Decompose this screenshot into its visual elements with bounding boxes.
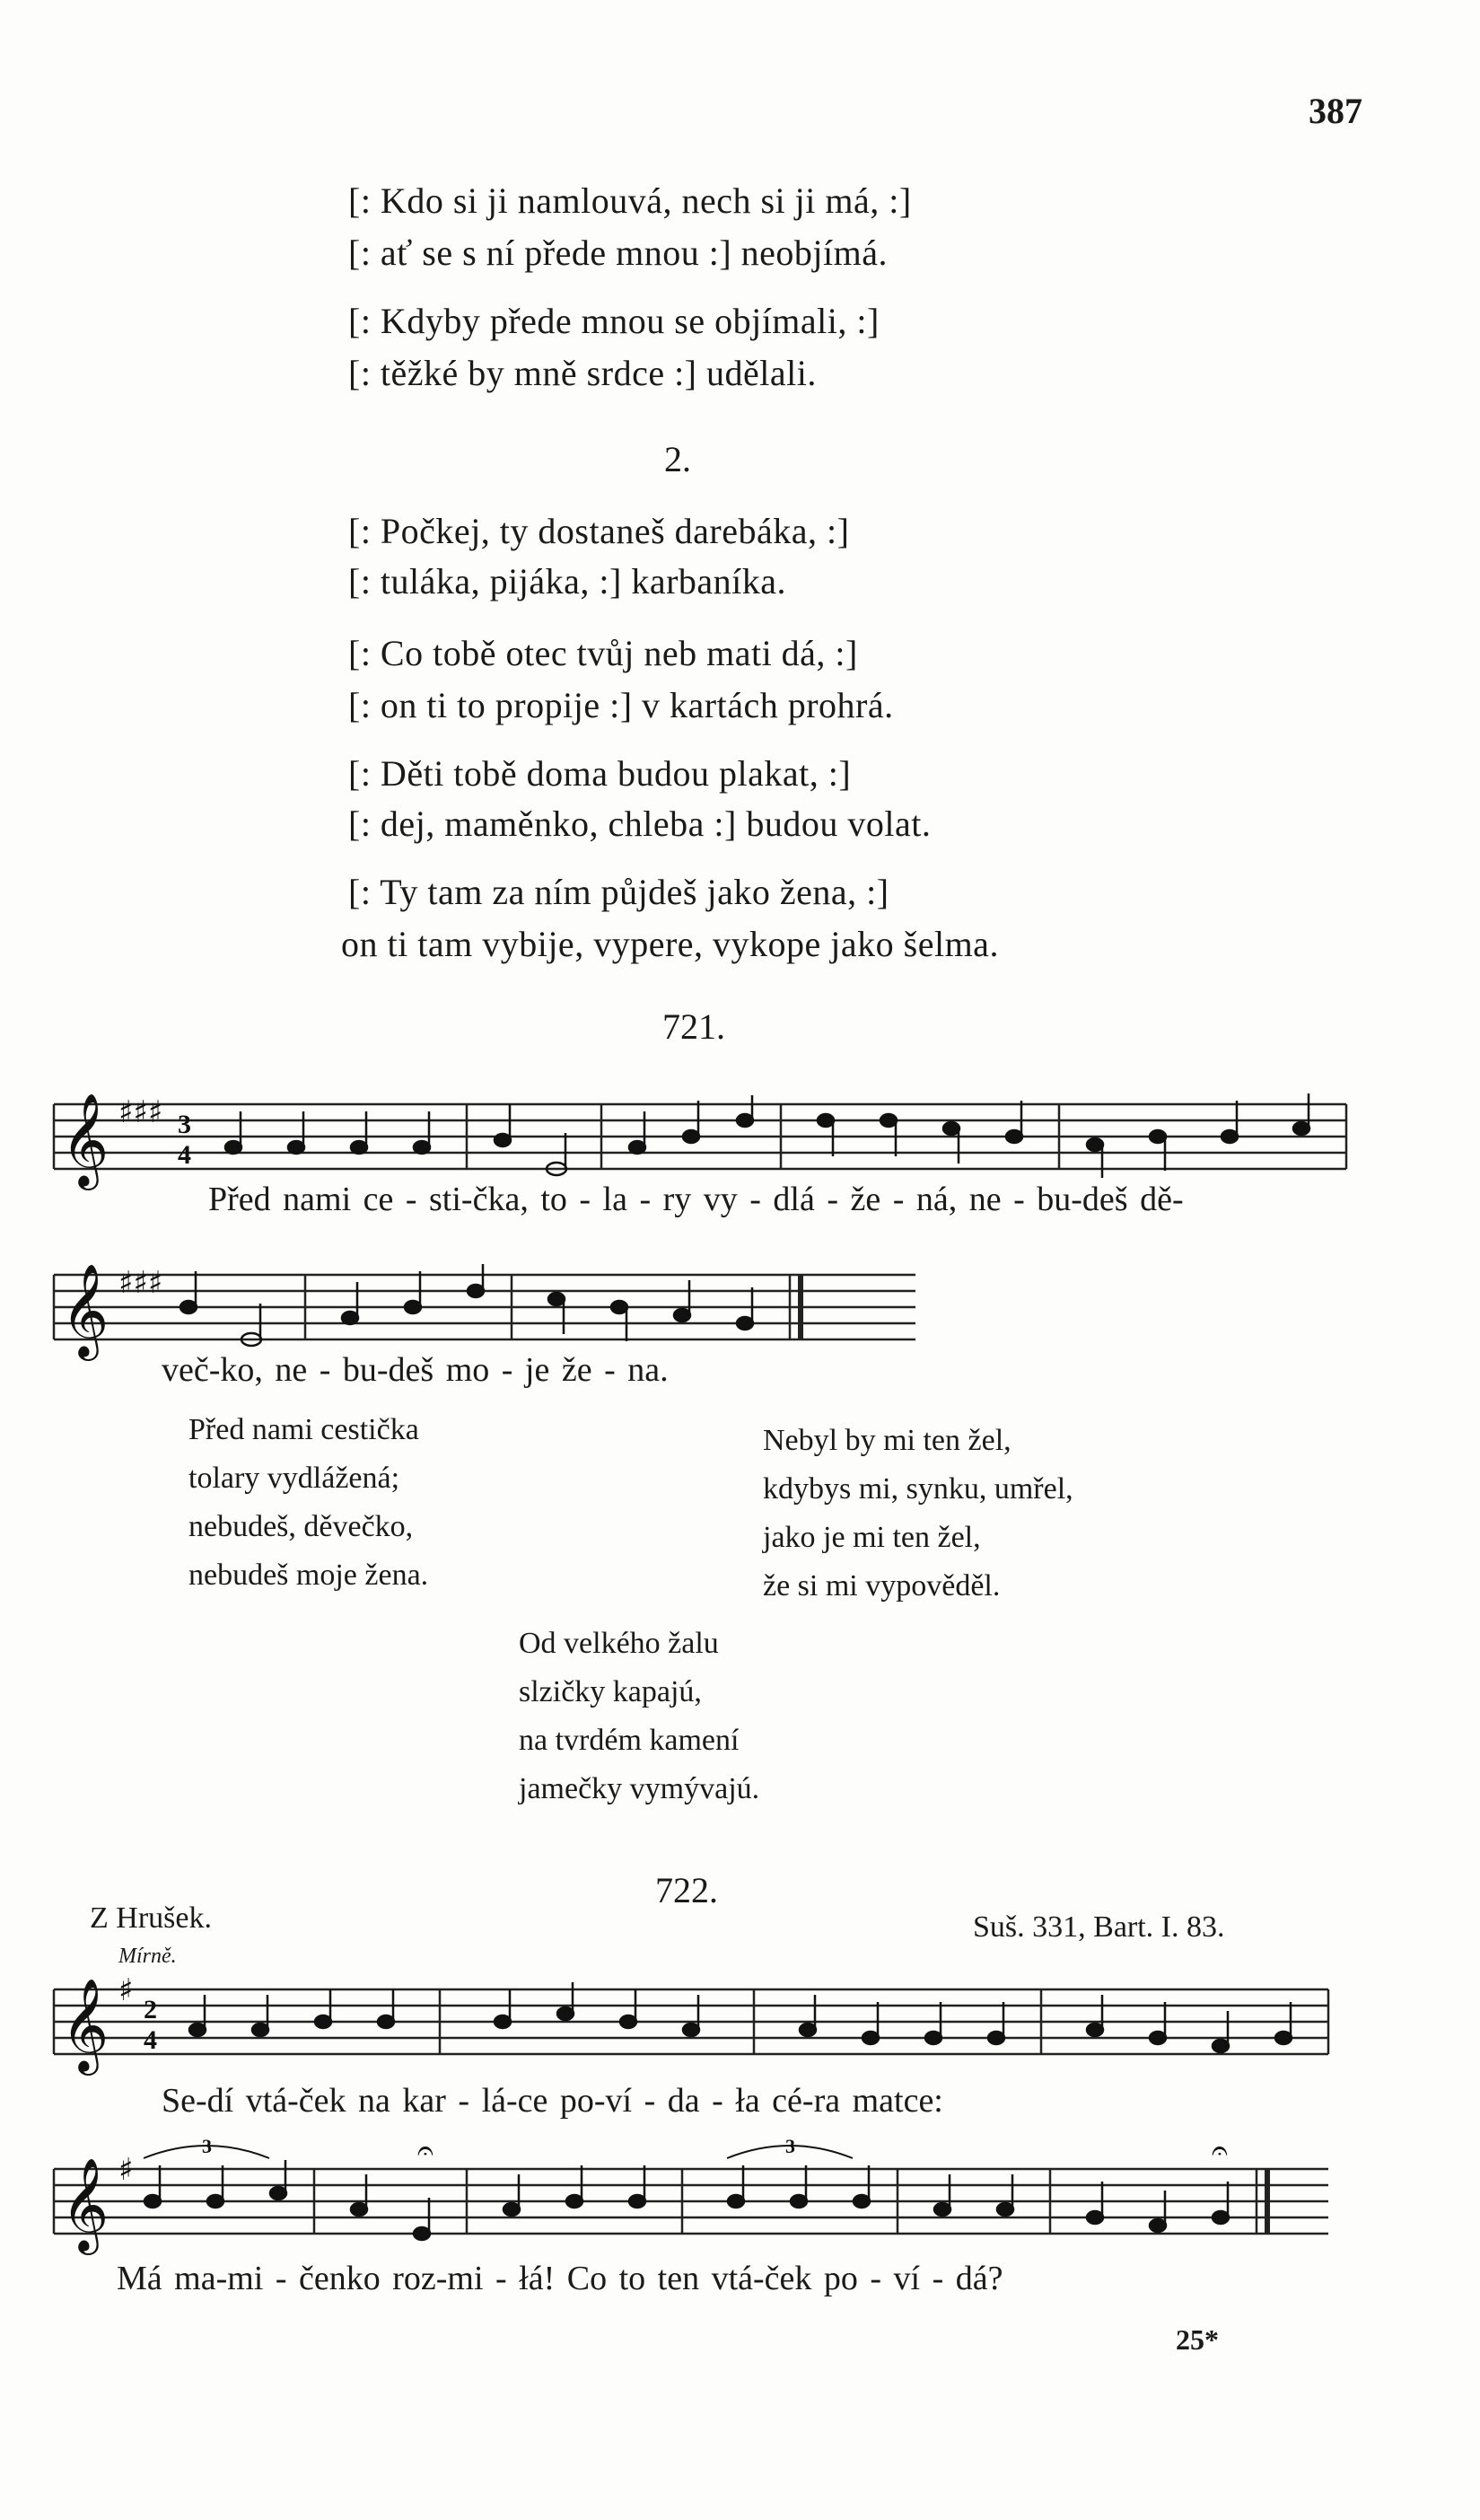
song-number: 721. (662, 1006, 725, 1047)
verse-line: [: ať se s ní přede mnou :] neobjímá. (348, 233, 888, 273)
svg-text:4: 4 (178, 1140, 191, 1170)
verse-line: kdybys mi, synku, umřel, (763, 1472, 1073, 1506)
verse-line: jako je mi ten žel, (763, 1521, 981, 1554)
treble-clef-icon: 𝄞 (61, 1263, 109, 1357)
tempo-marking: Mírně. (118, 1945, 177, 1968)
verse-line: nebudeš, děvečko, (188, 1510, 414, 1543)
lyrics-line: Se-dí vtá-ček na kar - lá-ce po-ví - da - ła cé-ra matce: (162, 2082, 943, 2120)
verse-line: Nebyl by mi ten žel, (763, 1424, 1011, 1457)
fermata-icon: 𝄐 (417, 2133, 433, 2167)
song-number: 722. (655, 1870, 718, 1910)
verse-line: [: Co tobě otec tvůj neb mati dá, :] (348, 633, 858, 673)
lyrics-line: Má ma-mi - čenko roz-mi - łá! Co to ten vtá-ček po - ví - dá? (117, 2260, 1003, 2297)
verse-line: nebudeš moje žena. (188, 1559, 429, 1592)
verse-line: tolary vydlážená; (188, 1462, 400, 1495)
verse-line: Před nami cestička (188, 1413, 419, 1446)
treble-clef-icon: 𝄞 (61, 1978, 109, 2072)
verse-line: [: těžké by mně srdce :] udělali. (348, 353, 817, 393)
sharp-icon: ♯♯♯ (118, 1094, 163, 1130)
lyrics-line: Před nami ce - sti-čka, to - la - ry vy - dlá - že - ná, ne - bu-deš dě- (208, 1181, 1184, 1218)
sharp-icon: ♯♯♯ (118, 1265, 163, 1301)
music-staff-722-1 (36, 1962, 1346, 2097)
notes-icon (189, 1982, 1292, 2052)
verse-line: Od velkého žalu (519, 1627, 719, 1660)
verse-line: že si mi vypověděl. (763, 1569, 1001, 1602)
triplet-icon: 3 (785, 2135, 795, 2157)
verse-line: [: tuláka, pijáka, :] karbaníka. (348, 561, 787, 601)
time-signature-icon: 2 (144, 1995, 157, 2024)
treble-clef-icon: 𝄞 (61, 1093, 109, 1187)
song-origin: Z Hrušek. (90, 1901, 212, 1935)
treble-clef-icon: 𝄞 (61, 2157, 109, 2252)
verse-line: [: Děti tobě doma budou plakat, :] (348, 753, 852, 794)
page-number: 387 (1309, 91, 1362, 131)
svg-text:4: 4 (144, 2025, 157, 2055)
fermata-icon: 𝄐 (1212, 2133, 1228, 2167)
verse-line: na tvrdém kamení (519, 1724, 740, 1757)
sharp-icon: ♯ (118, 1972, 134, 2008)
music-staff-721-2 (36, 1248, 933, 1365)
lyrics-line: več-ko, ne - bu-deš mo - je že - na. (162, 1351, 669, 1389)
triplet-icon: 3 (202, 2135, 212, 2157)
verse-line: [: on ti to propije :] v kartách prohrá. (348, 685, 894, 725)
verse-line: [: Počkej, ty dostaneš darebáka, :] (348, 511, 850, 551)
slur-icon (144, 2146, 853, 2158)
verse-line: on ti tam vybije, vypere, vykope jako šelma. (341, 924, 999, 964)
verse-line: [: dej, maměnko, chleba :] budou volat. (348, 803, 932, 844)
notes-icon (180, 1264, 753, 1346)
song-reference: Suš. 331, Bart. I. 83. (973, 1910, 1225, 1944)
verse-line: slzičky kapajú, (519, 1675, 702, 1708)
section-number: 2. (664, 439, 691, 479)
notes-icon (144, 2160, 1229, 2240)
verse-line: jamečky vymývajú. (519, 1772, 760, 1805)
verse-line: [: Ty tam za ním půjdeš jako žena, :] (348, 872, 889, 912)
signature-mark: 25* (1176, 2323, 1219, 2356)
time-signature-icon: 3 (178, 1110, 191, 1139)
verse-line: [: Kdyby přede mnou se objímali, :] (348, 301, 880, 341)
verse-line: [: Kdo si ji namlouvá, nech si ji má, :] (348, 180, 912, 221)
sharp-icon: ♯ (118, 2152, 134, 2188)
music-staff-722-2 (36, 2133, 1346, 2268)
